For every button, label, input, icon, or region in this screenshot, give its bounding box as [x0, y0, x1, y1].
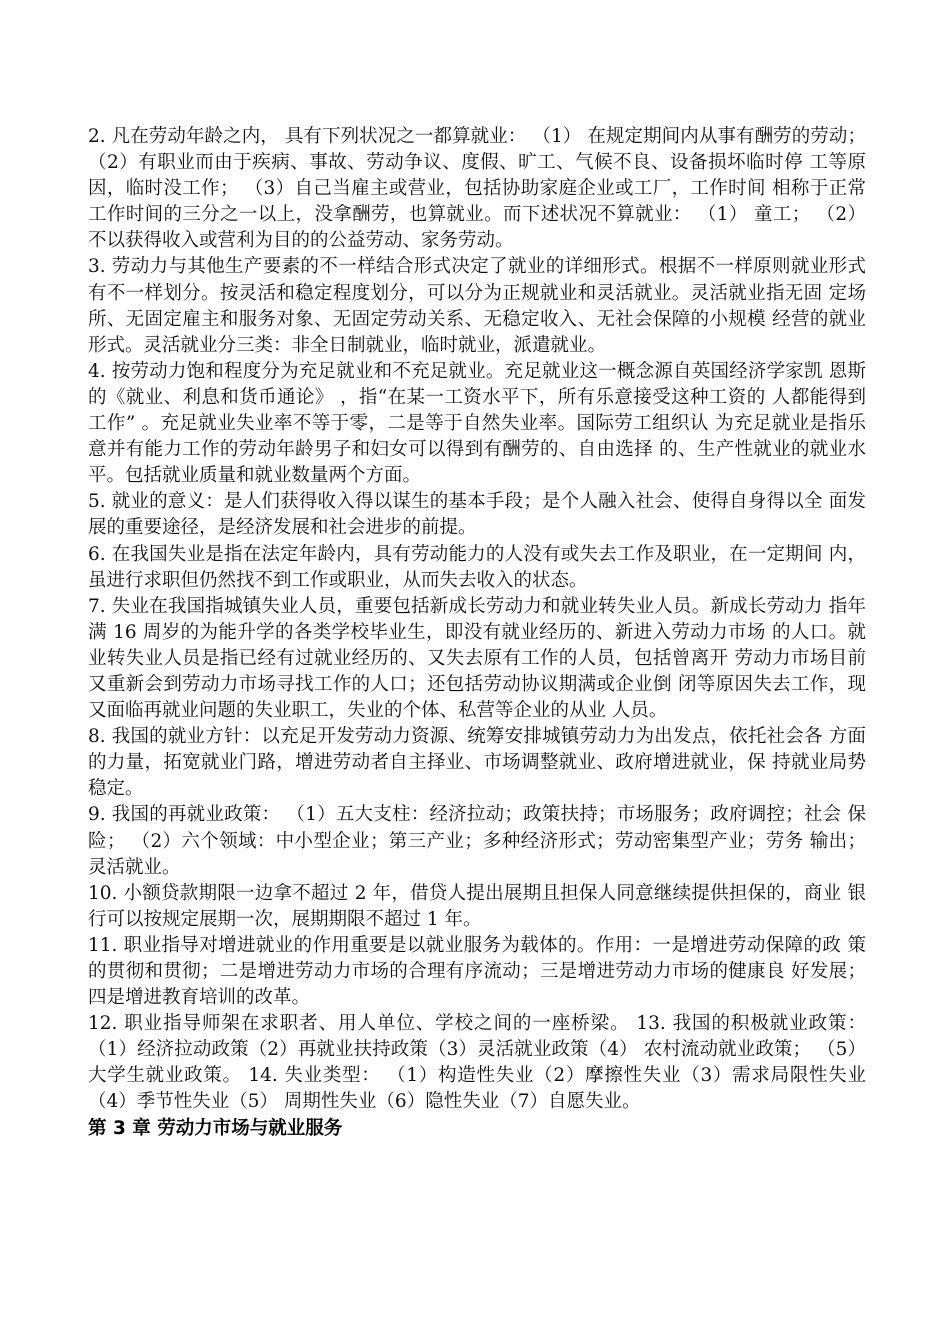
- paragraph-12-14: 12. 职业指导师架在求职者、用人单位、学校之间的一座桥梁。 13. 我国的积极就业政策： （1）经济拉动政策（2）再就业扶持政策（3）灵活就业政策（4） 农村流动就业政策； （5）大学生就业政策。 14. 失业类型： （1）构造性失业（2）摩擦性失业（3）需求局限性失业（4）季节性失业（5） 周期性失业（6）隐性失业（7）自愿失业。: [88, 1013, 866, 1113]
- paragraph-11: 11. 职业指导对增进就业的作用重要是以就业服务为载体的。作用：一是增进劳动保障的政 策的贯彻和贯彻；二是增进劳动力市场的合理有序流动；三是增进劳动力市场的健康良 好发展；四是增进教育培训的改革。: [88, 934, 866, 1009]
- paragraph-2: 2. 凡在劳动年龄之内， 具有下列状况之一都算就业： （1） 在规定期间内从事有酬劳的劳动；（2）有职业而由于疾病、事故、劳动争议、度假、旷工、气候不良、设备损坏临时停 工等原因，临时没工作； （3）自己当雇主或营业，包括协助家庭企业或工厂，工作时间 相称于正常工作时间的三分之一以上，没拿酬劳，也算就业。而下述状况不算就业： （1） 童工； （2）不以获得收入或营利为目的的公益劳动、家务劳动。: [88, 126, 866, 252]
- paragraph-7: 7. 失业在我国指城镇失业人员，重要包括新成长劳动力和就业转失业人员。新成长劳动力 指年满 16 周岁的为能升学的各类学校毕业生，即没有就业经历的、新进入劳动力市场 的人口。就业转失业人员是指已经有过就业经历的、又失去原有工作的人员，包括曾离开 劳动力市场目前又重新会到劳动力市场寻找工作的人口；还包括劳动协议期满或企业倒 闭等原因失去工作，现又面临再就业问题的失业职工，失业的个体、私营等企业的从业 人员。: [88, 595, 866, 722]
- chapter-heading: 第 3 章 劳动力市场与就业服务: [88, 1117, 343, 1139]
- paragraph-8: 8. 我国的就业方针：以充足开发劳动力资源、统筹安排城镇劳动力为出发点，依托社会各 方面的力量，拓宽就业门路，增进劳动者自主择业、市场调整就业、政府增进就业，保 持就业局势稳定。: [88, 726, 866, 800]
- paragraph-4: 4. 按劳动力饱和程度分为充足就业和不充足就业。充足就业这一概念源自英国经济学家凯 恩斯的《就业、利息和货币通论》 ，指“在某一工资水平下，所有乐意接受这种工资的 人都能得到工作” 。充足就业失业率不等于零，二是等于自然失业率。国际劳工组织认 为充足就业是指乐意并有能力工作的劳动年龄男子和妇女可以得到有酬劳的、自由选择 的、生产性就业的就业水平。包括就业质量和就业数量两个方面。: [88, 360, 866, 487]
- paragraph-3: 3. 劳动力与其他生产要素的不一样结合形式决定了就业的详细形式。根据不一样原则就业形式 有不一样划分。按灵活和稳定程度划分，可以分为正规就业和灵活就业。灵活就业指无固 定场所、无固定雇主和服务对象、无固定劳动关系、无稳定收入、无社会保障的小规模 经营的就业形式。灵活就业分三类：非全日制就业，临时就业，派遣就业。: [88, 256, 866, 356]
- document-body: [88, 124, 866, 1142]
- paragraph-9: 9. 我国的再就业政策： （1）五大支柱：经济拉动；政策扶持；市场服务；政府调控；社会 保险； （2）六个领域：中小型企业；第三产业；多种经济形式；劳动密集型产业；劳务 输出；灵活就业。: [88, 804, 866, 878]
- paragraph-10: 10. 小额贷款期限一边拿不超过 2 年，借贷人提出展期且担保人同意继续提供担保的，商业 银行可以按规定展期一次，展期期限不超过 1 年。: [88, 882, 866, 930]
- paragraph-6: 6. 在我国失业是指在法定年龄内，具有劳动能力的人没有或失去工作及职业，在一定期间 内，虽进行求职但仍然找不到工作或职业，从而失去收入的状态。: [88, 543, 866, 591]
- paragraph-5: 5. 就业的意义：是人们获得收入得以谋生的基本手段；是个人融入社会、使得自身得以全 面发展的重要途径，是经济发展和社会进步的前提。: [88, 491, 866, 539]
